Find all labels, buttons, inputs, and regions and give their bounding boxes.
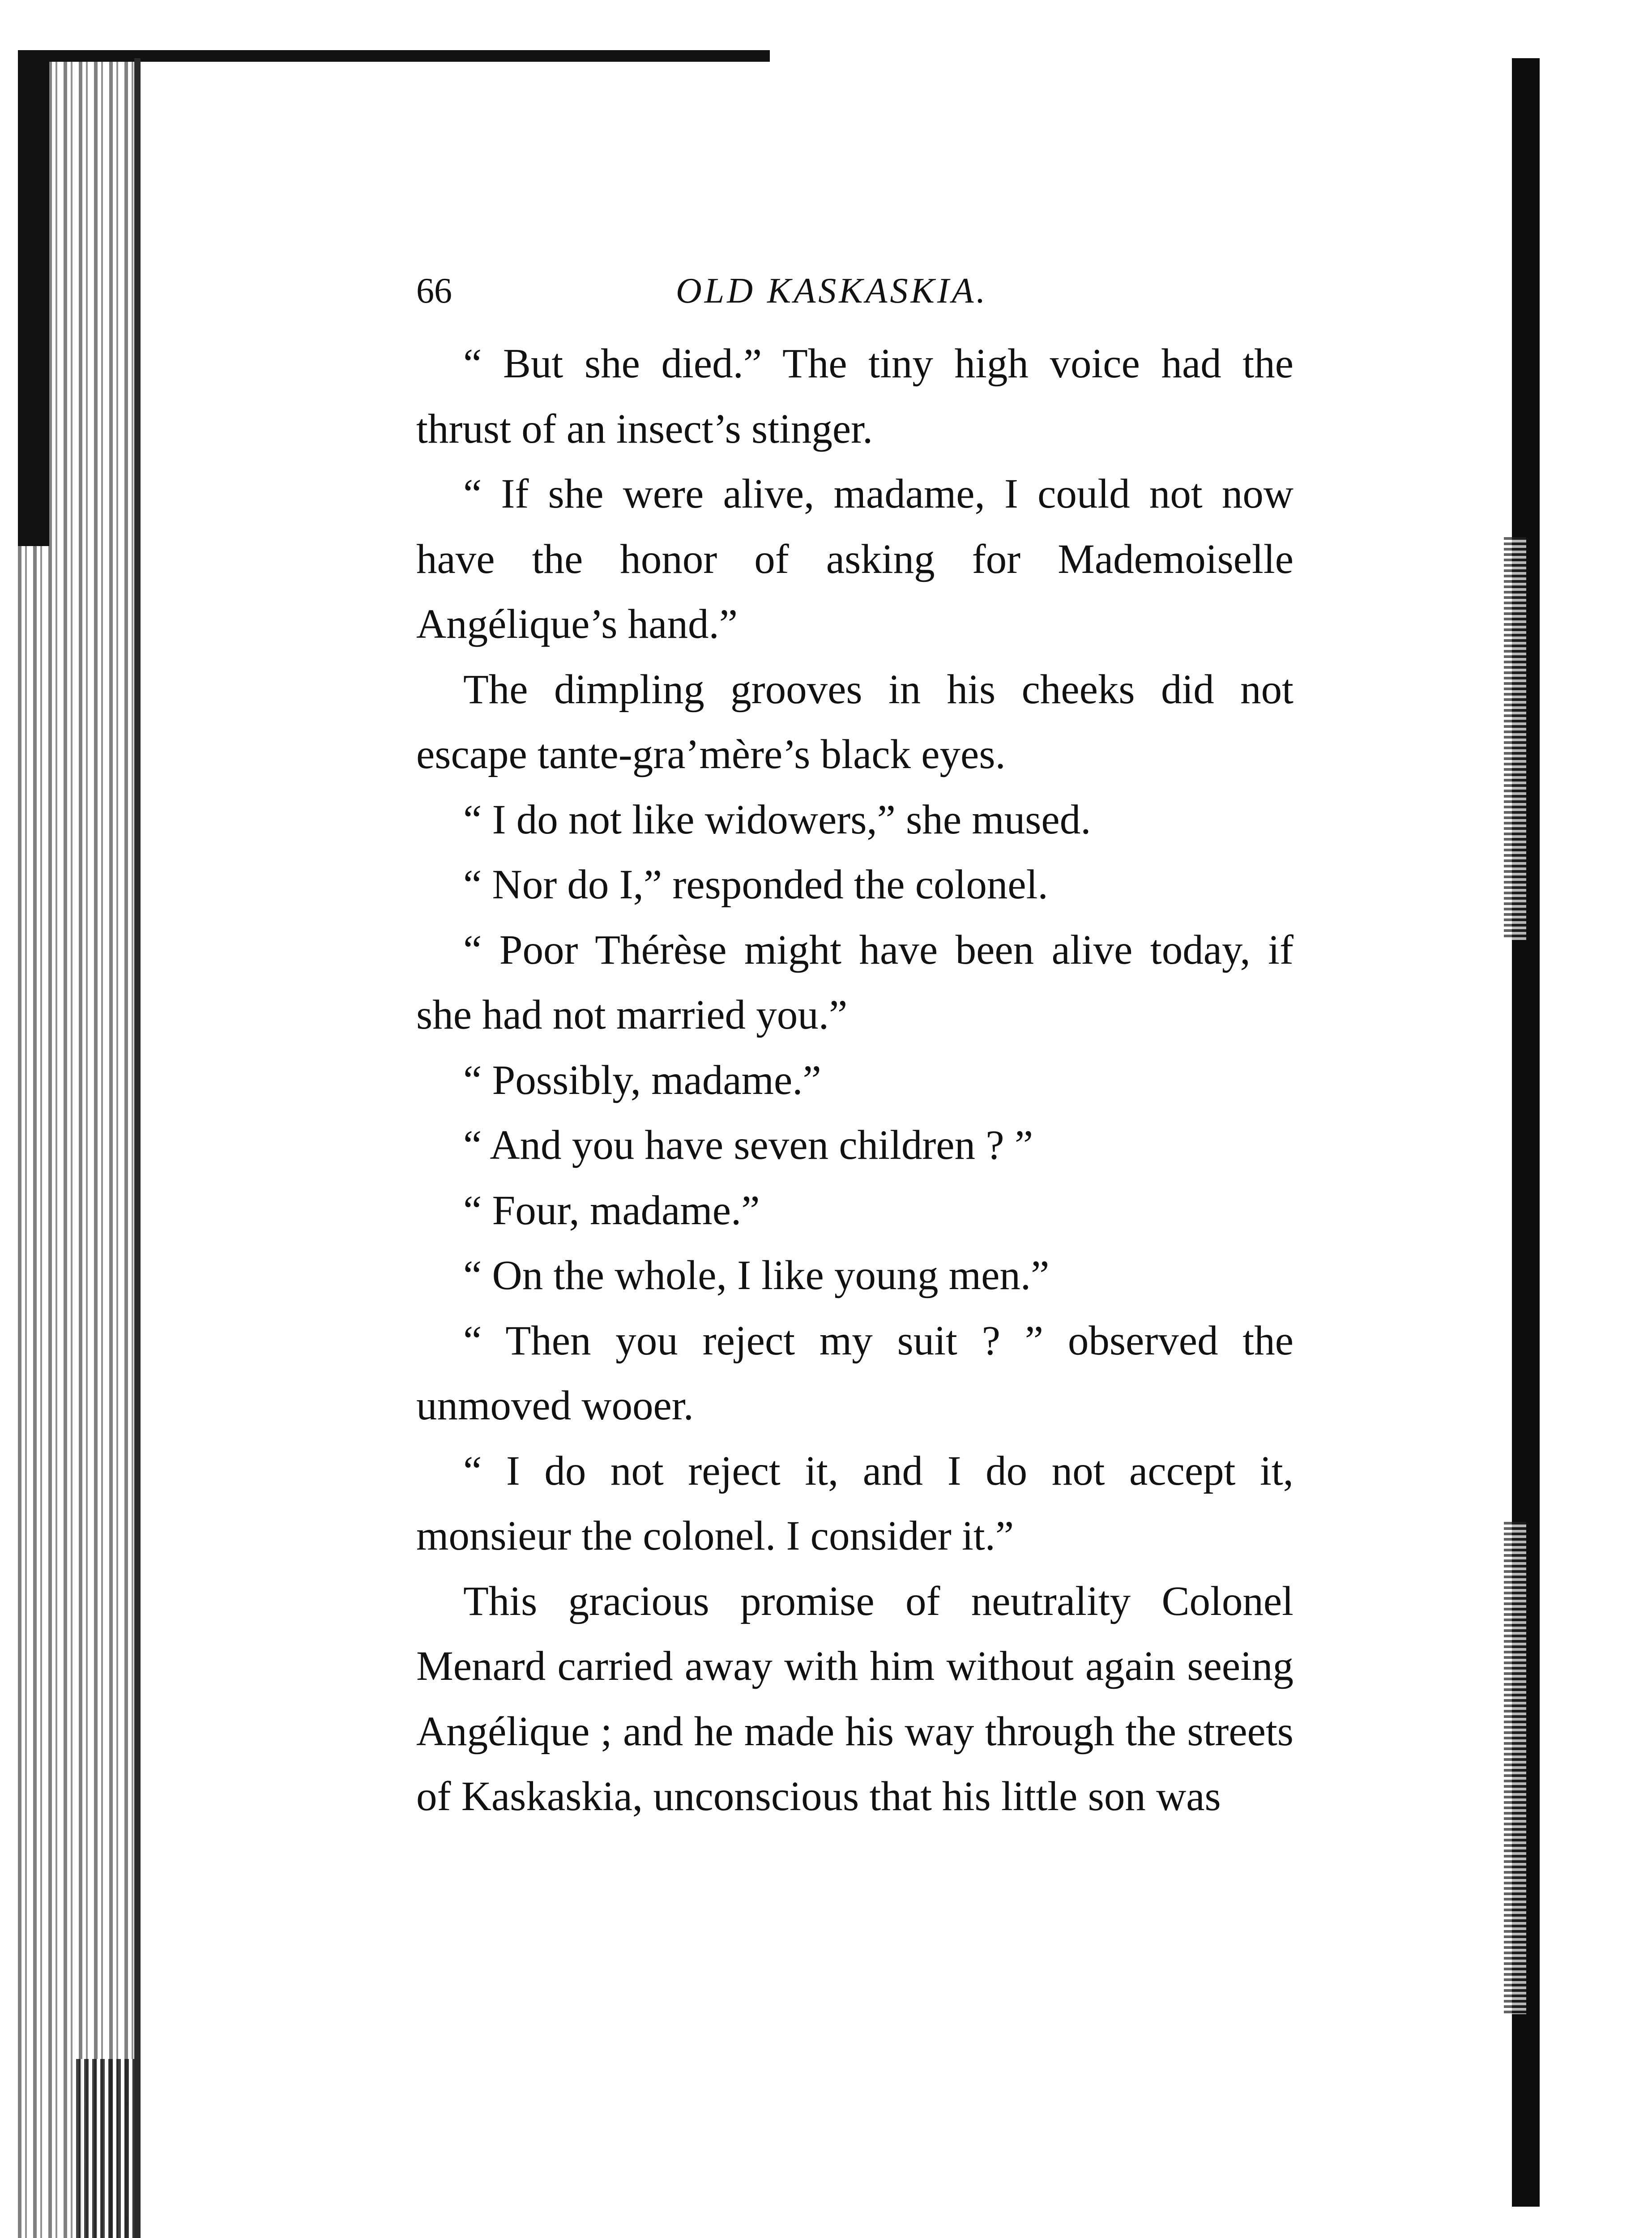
paragraph: “ I do not like widowers,” she mused.	[463, 796, 1091, 843]
paragraph: “ Four, madame.”	[463, 1187, 760, 1234]
paragraph: This gracious promise of neutrality Colonel Menard carried away with him without again seeing Angélique ; and he made his way through the streets of Kaskaskia, unconscious that his little son was	[416, 1578, 1293, 1819]
paragraph: The dimpling grooves in his cheeks did not escape tante-gra’mère’s black eyes.	[416, 666, 1293, 777]
paragraph: “ Nor do I,” responded the colonel.	[463, 862, 1048, 908]
scan-edge-right-speckle	[1504, 1522, 1526, 2014]
scan-edge-right-speckle	[1504, 537, 1526, 940]
paragraph: “ And you have seven children ? ”	[463, 1122, 1033, 1168]
scan-edge-left-bottom	[76, 2059, 134, 2238]
scan-edge-top	[18, 50, 770, 62]
body-text	[416, 331, 1293, 1829]
running-title: OLD KASKASKIA.	[676, 271, 988, 311]
paragraph: “ Poor Thérèse might have been alive today, if she had not married you.”	[416, 927, 1293, 1038]
scan-edge-left-dark	[18, 54, 49, 546]
paragraph: “ But she died.” The tiny high voice had the thrust of an insect’s stinger.	[416, 341, 1293, 452]
paragraph: “ Possibly, madame.”	[463, 1057, 821, 1103]
paragraph: “ Then you reject my suit ? ” observed the unmoved wooer.	[416, 1317, 1293, 1429]
page-number: 66	[416, 271, 452, 311]
paragraph: “ If she were alive, madame, I could not now have the honor of asking for Mademoiselle Angélique’s hand.”	[416, 471, 1293, 647]
scan-edge-inner	[134, 58, 141, 2238]
paragraph: “ On the whole, I like young men.”	[463, 1252, 1050, 1298]
paragraph: “ I do not reject it, and I do not accept it, monsieur the colonel. I consider it.”	[416, 1448, 1293, 1559]
page-header	[416, 264, 1293, 318]
